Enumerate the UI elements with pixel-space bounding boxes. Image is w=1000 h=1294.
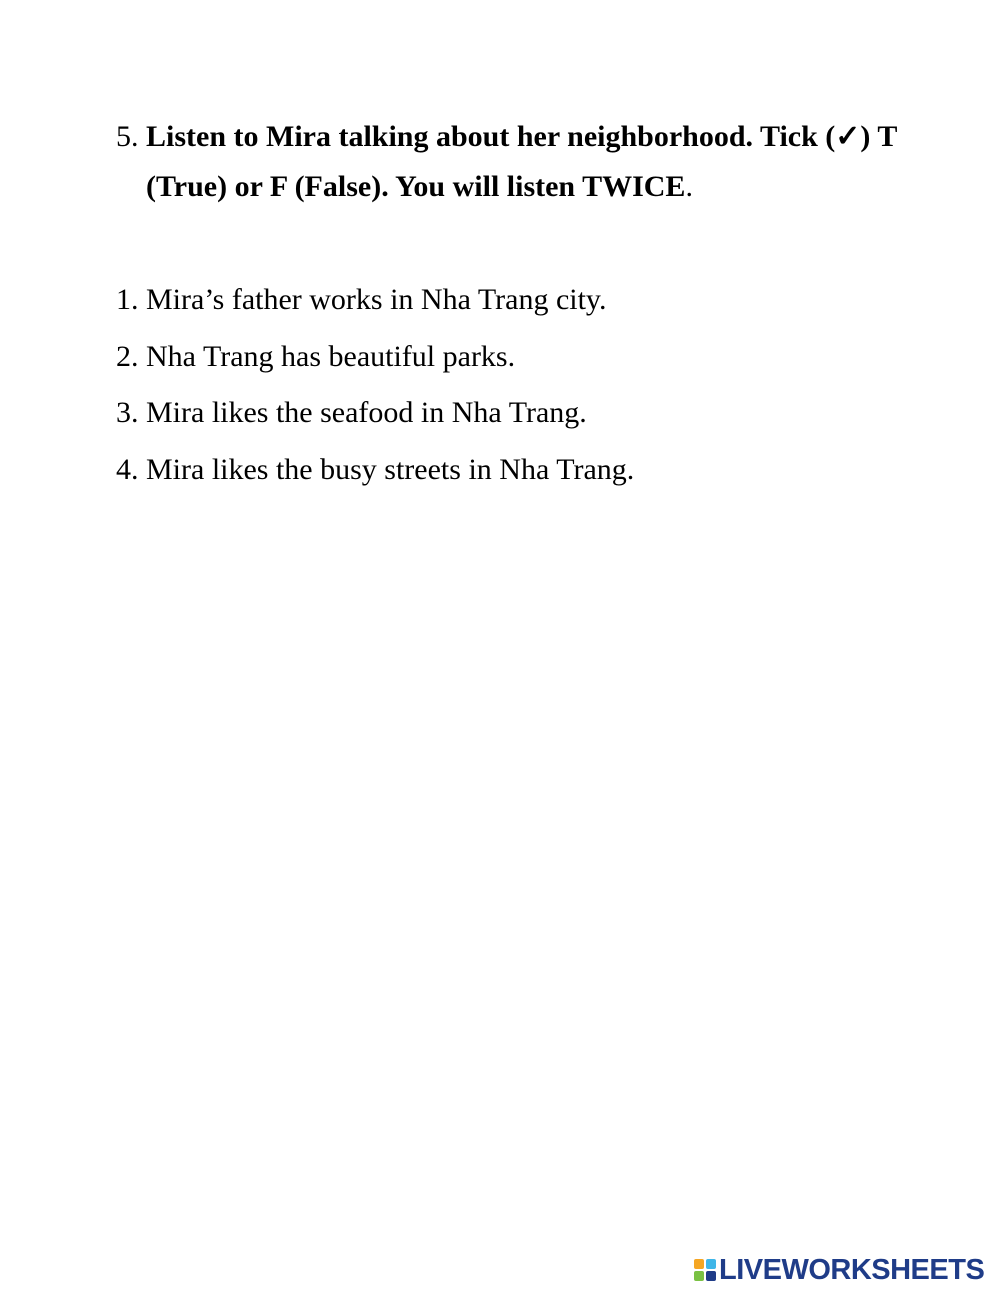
question-number: 5. — [116, 120, 139, 153]
statement-item: 1. Mira’s father works in Nha Trang city. — [116, 283, 607, 316]
statement-item: 4. Mira likes the busy streets in Nha Trang. — [116, 453, 635, 487]
question-instruction — [116, 112, 916, 212]
statement-item: 3. Mira likes the seafood in Nha Trang. — [116, 396, 587, 430]
logo-mark-cell — [706, 1271, 716, 1281]
question-text-end: . — [685, 170, 693, 203]
logo-mark-cell — [706, 1259, 716, 1269]
question-text-bold: Listen to Mira talking about her neighborhood. Tick (✓) T (True) or F (False). You will listen TWICE — [146, 120, 897, 203]
liveworksheets-logo — [694, 1253, 984, 1287]
logo-mark-cell — [694, 1271, 704, 1281]
logo-mark-cell — [694, 1259, 704, 1269]
statement-item: 2. Nha Trang has beautiful parks. — [116, 339, 516, 373]
question-text — [146, 112, 916, 212]
statement-list — [116, 276, 634, 503]
logo-text: LIVEWORKSHEETS — [719, 1253, 985, 1286]
logo-mark-icon — [694, 1259, 716, 1281]
